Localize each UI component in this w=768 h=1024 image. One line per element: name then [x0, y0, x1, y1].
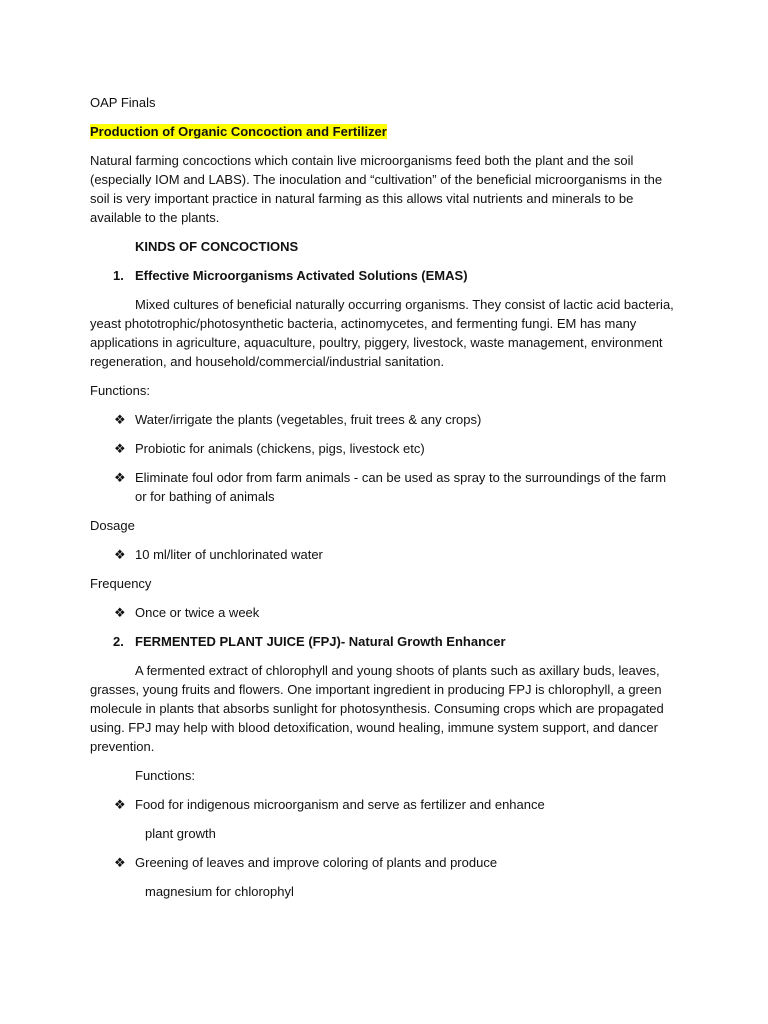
dosage-label: Dosage — [90, 518, 135, 533]
section-1-title: Effective Microorganisms Activated Solutions (EMAS) — [135, 268, 468, 283]
diamond-bullet-icon: ❖ — [114, 470, 126, 485]
diamond-bullet-icon: ❖ — [114, 547, 126, 562]
document-header: OAP Finals — [90, 95, 156, 110]
list-item — [90, 439, 674, 458]
diamond-bullet-icon: ❖ — [114, 605, 126, 620]
list-item-text: Probiotic for animals (chickens, pigs, livestock etc) — [135, 441, 425, 456]
list-item — [90, 468, 674, 506]
dosage-text: 10 ml/liter of unchlorinated water — [135, 547, 323, 562]
section-1-number: 1. — [113, 268, 124, 283]
document-body — [90, 93, 674, 911]
section-1-heading — [90, 266, 674, 285]
diamond-bullet-icon: ❖ — [114, 441, 126, 456]
section-2-number: 2. — [113, 634, 124, 649]
list-item-continuation: magnesium for chlorophyl — [145, 884, 294, 899]
list-item — [90, 545, 674, 564]
diamond-bullet-icon: ❖ — [114, 797, 126, 812]
section-1-functions-label: Functions: — [90, 383, 150, 398]
kinds-heading: KINDS OF CONCOCTIONS — [135, 239, 299, 254]
section-2-title: FERMENTED PLANT JUICE (FPJ)- Natural Growth Enhancer — [135, 634, 506, 649]
list-item-text: Water/irrigate the plants (vegetables, fruit trees & any crops) — [135, 412, 482, 427]
section-1-description: Mixed cultures of beneficial naturally occurring organisms. They consist of lactic acid bacteria, yeast phototrophic/photosynthetic bacteria, actinomycetes, and fermenting fungi. EM has many applications in agriculture, aquaculture, poultry, piggery, livestock, waste management, environment regeneration, and household/commercial/industrial sanitation. — [90, 297, 674, 369]
diamond-bullet-icon: ❖ — [114, 412, 126, 427]
list-item — [90, 795, 674, 814]
section-2-functions-label: Functions: — [135, 768, 195, 783]
list-item-text: Food for indigenous microorganism and serve as fertilizer and enhance — [135, 797, 545, 812]
list-item — [90, 410, 674, 429]
list-item-continuation: plant growth — [145, 826, 216, 841]
section-2-description: A fermented extract of chlorophyll and young shoots of plants such as axillary buds, leaves, grasses, young fruits and flowers. One important ingredient in producing FPJ is chlorophyll, a green molecule in plants that absorbs sunlight for photosynthesis. Consuming crops which are propagated using. FPJ may help with blood detoxification, wound healing, immune system support, and dancer prevention. — [90, 663, 664, 754]
frequency-label: Frequency — [90, 576, 152, 591]
list-item — [90, 603, 674, 622]
list-item-text: Greening of leaves and improve coloring of plants and produce — [135, 855, 498, 870]
intro-paragraph: Natural farming concoctions which contain live microorganisms feed both the plant and the soil (especially IOM and LABS). The inoculation and “cultivation” of the beneficial microorganisms in the soil is very important practice in natural farming as this allows vital nutrients and minerals to be available to the plants. — [90, 153, 663, 225]
list-item-text: Eliminate foul odor from farm animals - can be used as spray to the surroundings of the farm or for bathing of animals — [135, 470, 667, 504]
document-title — [90, 122, 674, 141]
diamond-bullet-icon: ❖ — [114, 855, 126, 870]
highlighted-title: Production of Organic Concoction and Fertilizer — [90, 124, 387, 139]
frequency-text: Once or twice a week — [135, 605, 260, 620]
section-2-heading — [90, 632, 674, 651]
list-item — [90, 853, 674, 872]
